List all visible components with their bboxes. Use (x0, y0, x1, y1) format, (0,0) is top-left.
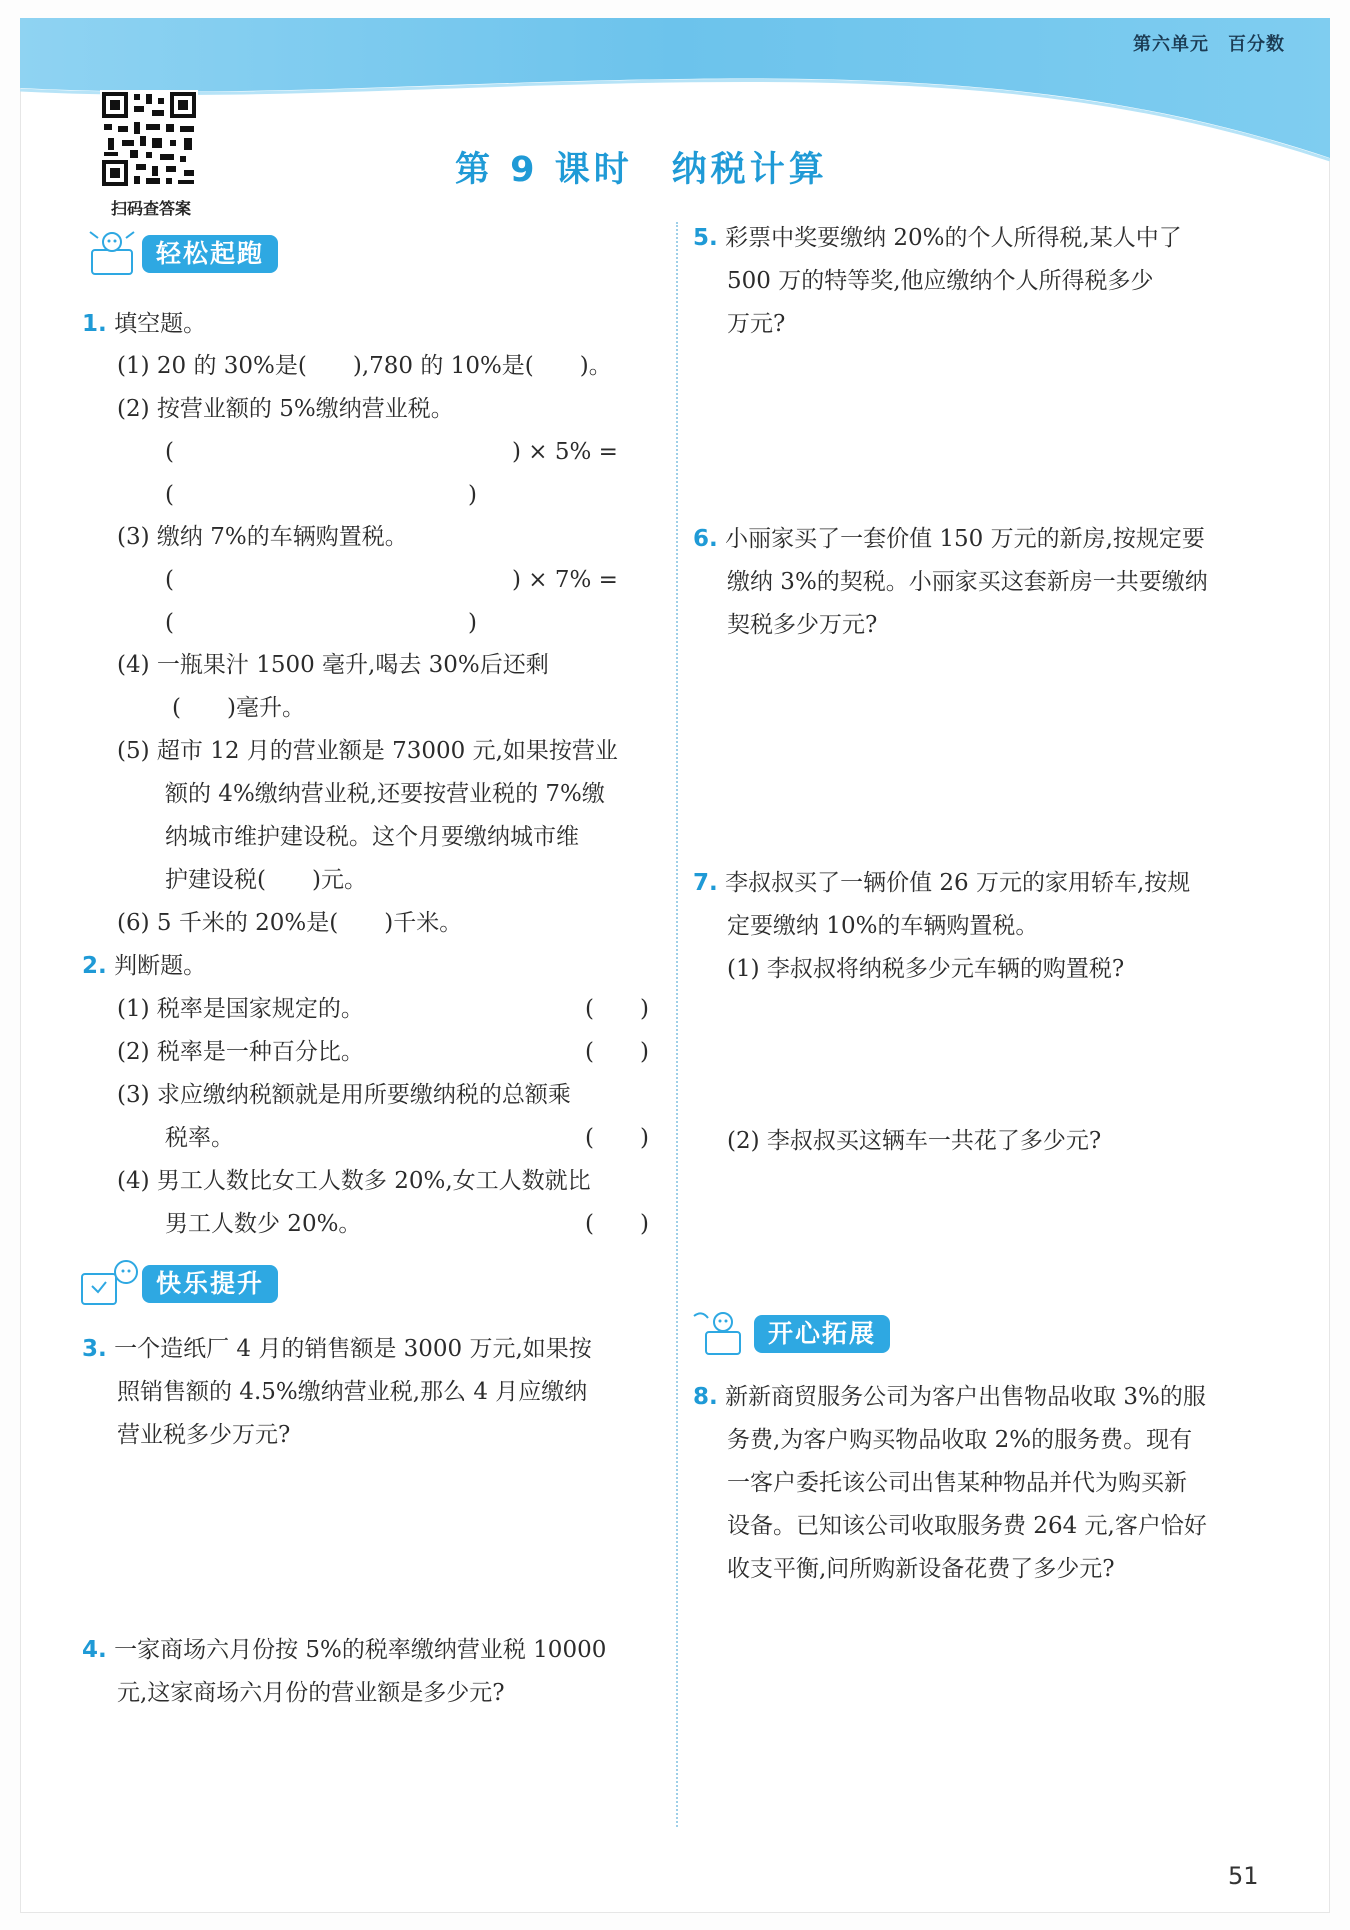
q8-line2: 务费,为客户购买物品收取 2%的服务费。现有 (727, 1427, 1193, 1453)
q1-part3-answer-right: ) (468, 610, 477, 636)
q4-line1 (82, 1635, 606, 1665)
q8-line5: 收支平衡,问所购新设备花费了多少元? (727, 1556, 1115, 1582)
q2-part4: (4) 男工人数比女工人数多 20%,女工人数就比 (117, 1168, 591, 1194)
q1-part2-blank-left: ( (165, 439, 174, 465)
q1-part4-cont: ( )毫升。 (172, 695, 305, 721)
q1-part3-answer-left: ( (165, 610, 174, 636)
q3-line1 (82, 1334, 592, 1364)
q1-part5: (5) 超市 12 月的营业额是 73000 元,如果按营业 (117, 738, 618, 764)
q2-part3-cont: 税率。 (165, 1125, 234, 1151)
q2-part1: (1) 税率是国家规定的。 (117, 996, 364, 1022)
q8-line4: 设备。已知该公司收取服务费 264 元,客户恰好 (727, 1513, 1207, 1539)
q1-part3-blank-left: ( (165, 567, 174, 593)
page-number: 51 (1228, 1862, 1259, 1890)
q1-part5-cont3: 护建设税( )元。 (165, 867, 367, 893)
question-number: 5. (693, 225, 718, 251)
q1-part5-cont1: 额的 4%缴纳营业税,还要按营业税的 7%缴 (165, 781, 605, 807)
q3-line2: 照销售额的 4.5%缴纳营业税,那么 4 月应缴纳 (117, 1379, 588, 1405)
section-title: 快乐提升 (142, 1265, 278, 1303)
q5-line2: 500 万的特等奖,他应缴纳个人所得税多少 (727, 268, 1154, 294)
mascot-icon (690, 1308, 760, 1358)
q1-text: 填空题。 (114, 311, 207, 337)
q6-line1 (693, 524, 1205, 554)
q7-part1: (1) 李叔叔将纳税多少元车辆的购置税? (727, 956, 1125, 982)
section-title: 轻松起跑 (142, 235, 278, 273)
question-number: 6. (693, 526, 718, 552)
question-number: 3. (82, 1336, 107, 1362)
q6-line3: 契税多少万元? (727, 612, 878, 638)
mascot-icon (78, 228, 148, 278)
q1-part5-cont2: 纳城市维护建设税。这个月要缴纳城市维 (165, 824, 579, 850)
q1-part3-blank-right: ) × 7% = (512, 567, 618, 593)
q1-part2-blank-right: ) × 5% = (512, 439, 618, 465)
q7-line1 (693, 868, 1190, 898)
page-sheet (20, 18, 1330, 1913)
q1-part3: (3) 缴纳 7%的车辆购置税。 (117, 524, 408, 550)
q1-part2-answer-left: ( (165, 482, 174, 508)
question-number: 1. (82, 311, 107, 337)
question-number: 4. (82, 1637, 107, 1663)
question-number: 7. (693, 870, 718, 896)
q2-part4-answer[interactable]: ( ) (585, 1211, 649, 1237)
q5-line1 (693, 223, 1182, 253)
q8-line1 (693, 1382, 1206, 1412)
question-number: 8. (693, 1384, 718, 1410)
q2-part3-answer[interactable]: ( ) (585, 1125, 649, 1151)
q2-part1-answer[interactable]: ( ) (585, 996, 649, 1022)
q2-part2-answer[interactable]: ( ) (585, 1039, 649, 1065)
section-title: 开心拓展 (754, 1315, 890, 1353)
mascot-icon (78, 1258, 148, 1308)
q8-line3: 一客户委托该公司出售某种物品并代为购买新 (727, 1470, 1187, 1496)
lesson-title: 第 9 课时 纳税计算 (455, 150, 828, 190)
q2-part3: (3) 求应缴纳税额就是用所要缴纳税的总额乘 (117, 1082, 571, 1108)
q7-text: 李叔叔买了一辆价值 26 万元的家用轿车,按规 (725, 870, 1191, 896)
q6-text: 小丽家买了一套价值 150 万元的新房,按规定要 (725, 526, 1205, 552)
q4-line2: 元,这家商场六月份的营业额是多少元? (117, 1680, 505, 1706)
q1-part6: (6) 5 千米的 20%是( )千米。 (117, 910, 463, 936)
q7-line2: 定要缴纳 10%的车辆购置税。 (727, 913, 1039, 939)
q2-part2: (2) 税率是一种百分比。 (117, 1039, 364, 1065)
unit-label: 第六单元 百分数 (1133, 34, 1285, 55)
qr-caption: 扫码查答案 (110, 199, 191, 218)
q1-part4: (4) 一瓶果汁 1500 毫升,喝去 30%后还剩 (117, 652, 549, 678)
q6-line2: 缴纳 3%的契税。小丽家买这套新房一共要缴纳 (727, 569, 1208, 595)
q5-text: 彩票中奖要缴纳 20%的个人所得税,某人中了 (725, 225, 1182, 251)
question-number: 2. (82, 953, 107, 979)
q1-stem (82, 309, 206, 339)
q2-part4-cont: 男工人数少 20%。 (165, 1211, 362, 1237)
column-divider (676, 222, 678, 1827)
q1-part2: (2) 按营业额的 5%缴纳营业税。 (117, 396, 454, 422)
q1-part2-answer-right: ) (468, 482, 477, 508)
q1-part1: (1) 20 的 30%是( ),780 的 10%是( )。 (117, 353, 612, 379)
q2-text: 判断题。 (114, 953, 207, 979)
q2-stem (82, 951, 206, 981)
q3-text: 一个造纸厂 4 月的销售额是 3000 万元,如果按 (114, 1336, 592, 1362)
q8-text: 新新商贸服务公司为客户出售物品收取 3%的服 (725, 1384, 1206, 1410)
q7-part2: (2) 李叔叔买这辆车一共花了多少元? (727, 1128, 1102, 1154)
q5-line3: 万元? (727, 311, 786, 337)
qr-code[interactable] (100, 90, 198, 188)
q3-line3: 营业税多少万元? (117, 1422, 291, 1448)
q4-text: 一家商场六月份按 5%的税率缴纳营业税 10000 (114, 1637, 607, 1663)
